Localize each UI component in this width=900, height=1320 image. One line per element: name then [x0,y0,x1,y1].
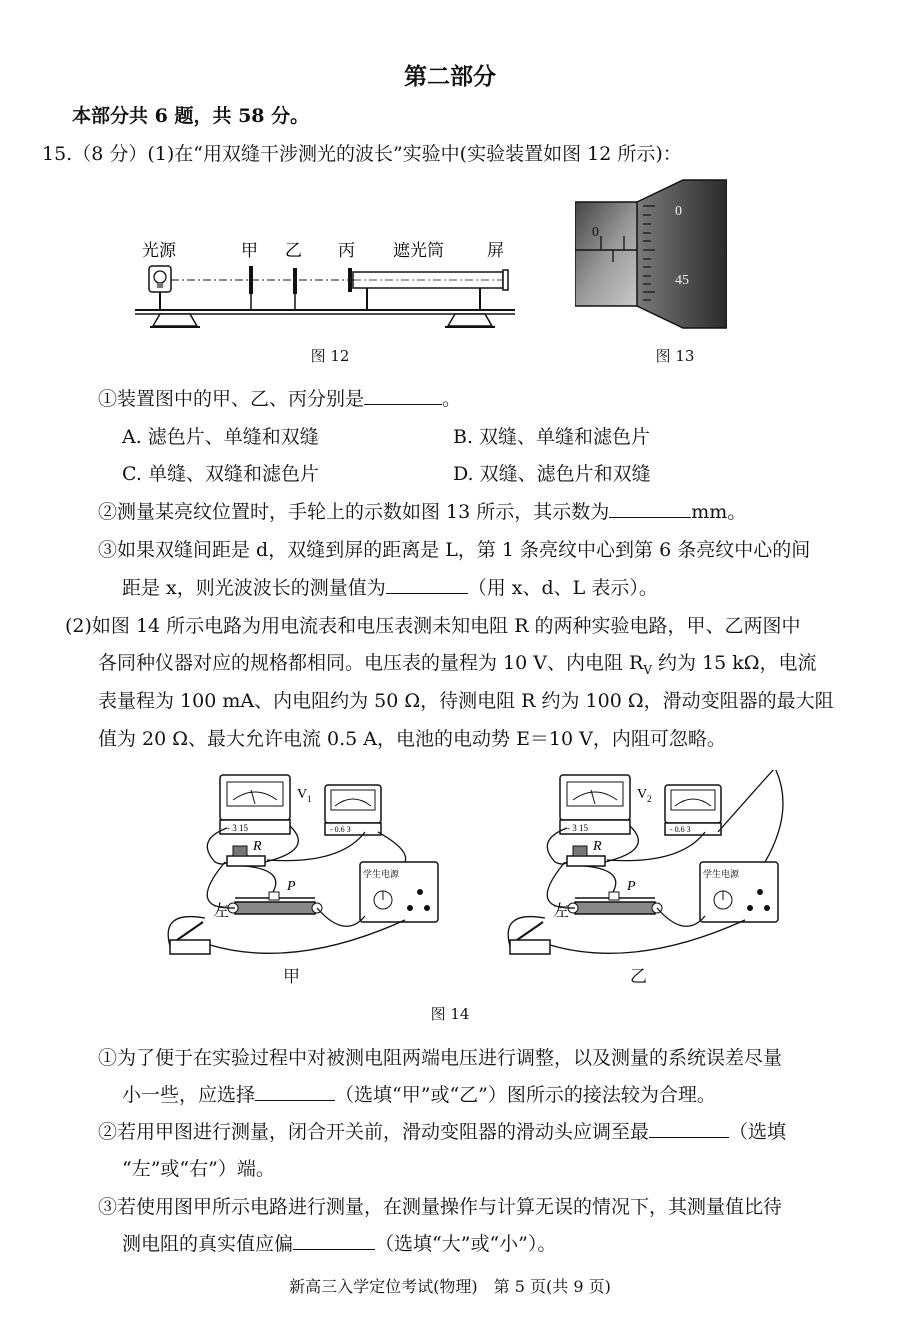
q15-2-sub2-line1: ②若用甲图进行测量，闭合开关前，滑动变阻器的滑动头应调至最 （选填 [98,1121,787,1143]
q15-2-line3: 表量程为 100 mA、内电阻约为 50 Ω，待测电阻 R 约为 100 Ω，滑动变阻器的最大阻 [98,690,834,712]
fig12-label-bing: 丙 [338,241,355,260]
fig13-main-zero: 0 [592,225,599,240]
answer-blank-3[interactable] [386,575,468,594]
fig13-caption: 图 13 [655,347,695,365]
resistor-label: R [253,839,262,854]
fig14-name-jia: 甲 [283,967,300,987]
figure-13-micrometer [575,178,727,330]
q15-2-sub3-line1: ③若使用图甲所示电路进行测量，在测量操作与计算无误的情况下，其测量值比待 [98,1196,783,1218]
answer-blank-2[interactable] [609,499,691,518]
option-B: B. 双缝、单缝和滤色片 [453,426,651,448]
option-A: A. 滤色片、单缝和双缝 [122,426,319,448]
resistor-label: R [593,839,602,854]
figure-14-circuit-yi [505,770,790,980]
side-label-left: 左 [553,903,570,920]
option-D: D. 双缝、滤色片和双缝 [453,463,651,485]
meter1-scale: - 3 15 [227,823,248,833]
q15-2-sub3-line2: 测电阻的真实值应偏 （选填“大”或“小”）。 [122,1233,557,1255]
fig12-label-light: 光源 [142,241,176,260]
svg-text:1: 1 [307,794,312,804]
fig14-name-yi: 乙 [630,967,647,987]
figure-12-apparatus [135,228,525,338]
option-C: C. 单缝、双缝和滤色片 [122,463,319,485]
q15-1-sub3-line1: ③如果双缝间距是 d，双缝到屏的距离是 L，第 1 条亮纹中心到第 6 条亮纹中心的间 [98,539,811,561]
answer-blank-1[interactable] [364,386,442,405]
fig12-label-tube: 遮光筒 [393,241,444,260]
slider-label: P [287,879,296,894]
section-title: 第二部分 [404,63,496,90]
figure-14-circuit-jia [165,770,450,980]
fig12-label-screen: 屏 [487,241,504,260]
meter2-scale: - 0.6 3 [670,825,691,834]
q15-1-sub2: ②测量某亮纹位置时，手轮上的示数如图 13 所示，其示数为 mm。 [98,501,747,523]
power-supply-label: 学生电源 [363,869,400,879]
meter2-scale: - 0.6 3 [330,825,351,834]
side-label-left: 左 [213,903,230,920]
q15-2-sub1-line1: ①为了便于在实验过程中对被测电阻两端电压进行调整，以及测量的系统误差尽量 [98,1047,783,1069]
answer-blank-4[interactable] [255,1082,335,1101]
answer-blank-6[interactable] [293,1231,375,1250]
fig12-caption: 图 12 [310,347,350,365]
svg-text:2: 2 [647,794,652,804]
q15-2-line1: (2)如图 14 所示电路为用电流表和电压表测未知电阻 R 的两种实验电路，甲、乙两图中 [65,615,801,637]
meter1-scale: - 3 15 [567,823,588,833]
q15-2-sub2-line2: “左”或“右”）端。 [122,1158,275,1180]
q15-1-sub3-line2: 距是 x，则光波波长的测量值为 （用 x、d、L 表示）。 [122,577,658,599]
q15-2-line4: 值为 20 Ω、最大允许电流 0.5 A，电池的电动势 E＝10 V，内阻可忽略。 [98,728,726,750]
page-footer: 新高三入学定位考试(物理) 第 5 页(共 9 页) [289,1277,611,1296]
q15-header: 15.（8 分）(1)在“用双缝干涉测光的波长”实验中(实验装置如图 12 所示)： [42,143,682,165]
q15-2-sub1-line2: 小一些，应选择 （选填“甲”或“乙”）图所示的接法较为合理。 [122,1084,716,1106]
q15-2-line2: 各同种仪器对应的规格都相同。电压表的量程为 10 V、内电阻 $R_V$ 约为 15 kΩ，电流 [98,652,817,677]
q15-1-sub1: ①装置图中的甲、乙、丙分别是 。 [98,388,462,410]
fig14-caption: 图 14 [430,1005,470,1023]
meter1-label: V [297,787,308,802]
fig13-thimble-0: 0 [675,204,682,219]
fig12-label-yi: 乙 [285,241,302,260]
fig12-label-jia: 甲 [241,241,258,260]
section-intro: 本部分共 6 题，共 58 分。 [72,105,310,127]
answer-blank-5[interactable] [649,1119,729,1138]
meter1-label: V [637,787,648,802]
power-supply-label: 学生电源 [703,869,740,879]
fig13-thimble-45: 45 [675,273,689,288]
slider-label: P [627,879,636,894]
